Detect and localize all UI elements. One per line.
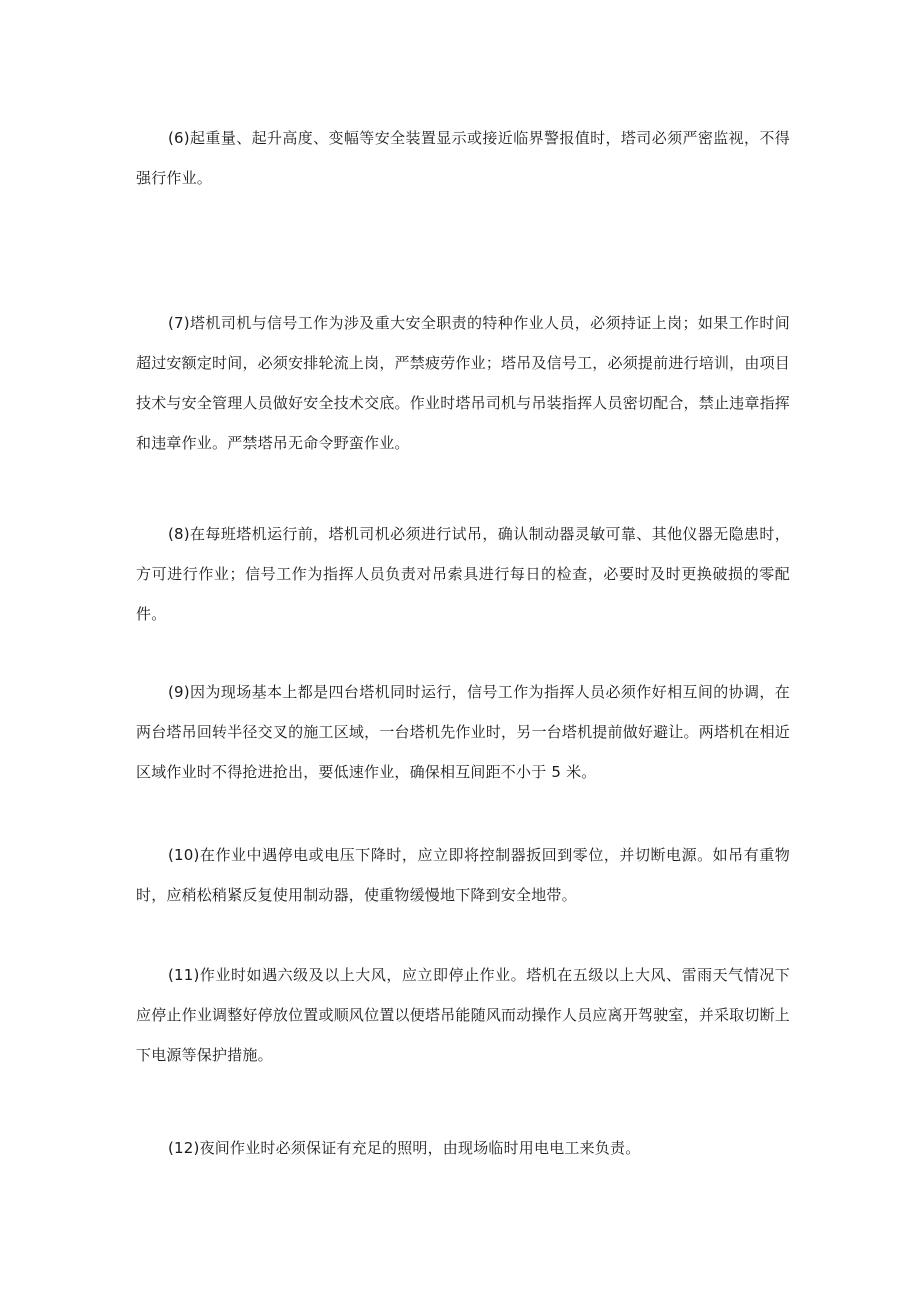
paragraph-11: (11)作业时如遇六级及以上大风，应立即停止作业。塔机在五级以上大风、雷雨天气情况下应停止作业调整好停放位置或顺风位置以便塔吊能随风而动操作人员应离开驾驶室，并采取切断上下电源等保护措施。 (136, 966, 790, 1064)
paragraph-9: (9)因为现场基本上都是四台塔机同时运行，信号工作为指挥人员必须作好相互间的协调，在两台塔吊回转半径交叉的施工区域，一台塔机先作业时，另一台塔机提前做好避让。两塔机在相近区域作业时不得抢进抢出，要低速作业，确保相互间距不小于 5 米。 (136, 683, 790, 781)
paragraph-12: (12)夜间作业时必须保证有充足的照明，由现场临时用电电工来负责。 (168, 1139, 641, 1157)
paragraph-8: (8)在每班塔机运行前，塔机司机必须进行试吊，确认制动器灵敏可靠、其他仪器无隐患时，方可进行作业；信号工作为指挥人员负责对吊索具进行每日的检查，必要时及时更换破损的零配件。 (136, 525, 790, 623)
paragraph-10: (10)在作业中遇停电或电压下降时，应立即将控制器扳回到零位，并切断电源。如吊有重物时，应稍松稍紧反复使用制动器，使重物缓慢地下降到安全地带。 (136, 846, 790, 904)
paragraph-7: (7)塔机司机与信号工作为涉及重大安全职责的特种作业人员，必须持证上岗；如果工作时间超过安额定时间，必须安排轮流上岗，严禁疲劳作业；塔吊及信号工，必须提前进行培训，由项目技术与安全管理人员做好安全技术交底。作业时塔吊司机与吊装指挥人员密切配合，禁止违章指挥和违章作业。严禁塔吊无命令野蛮作业。 (136, 314, 790, 452)
paragraph-6: (6)起重量、起升高度、变幅等安全装置显示或接近临界警报值时，塔司必须严密监视，不得强行作业。 (136, 129, 790, 187)
